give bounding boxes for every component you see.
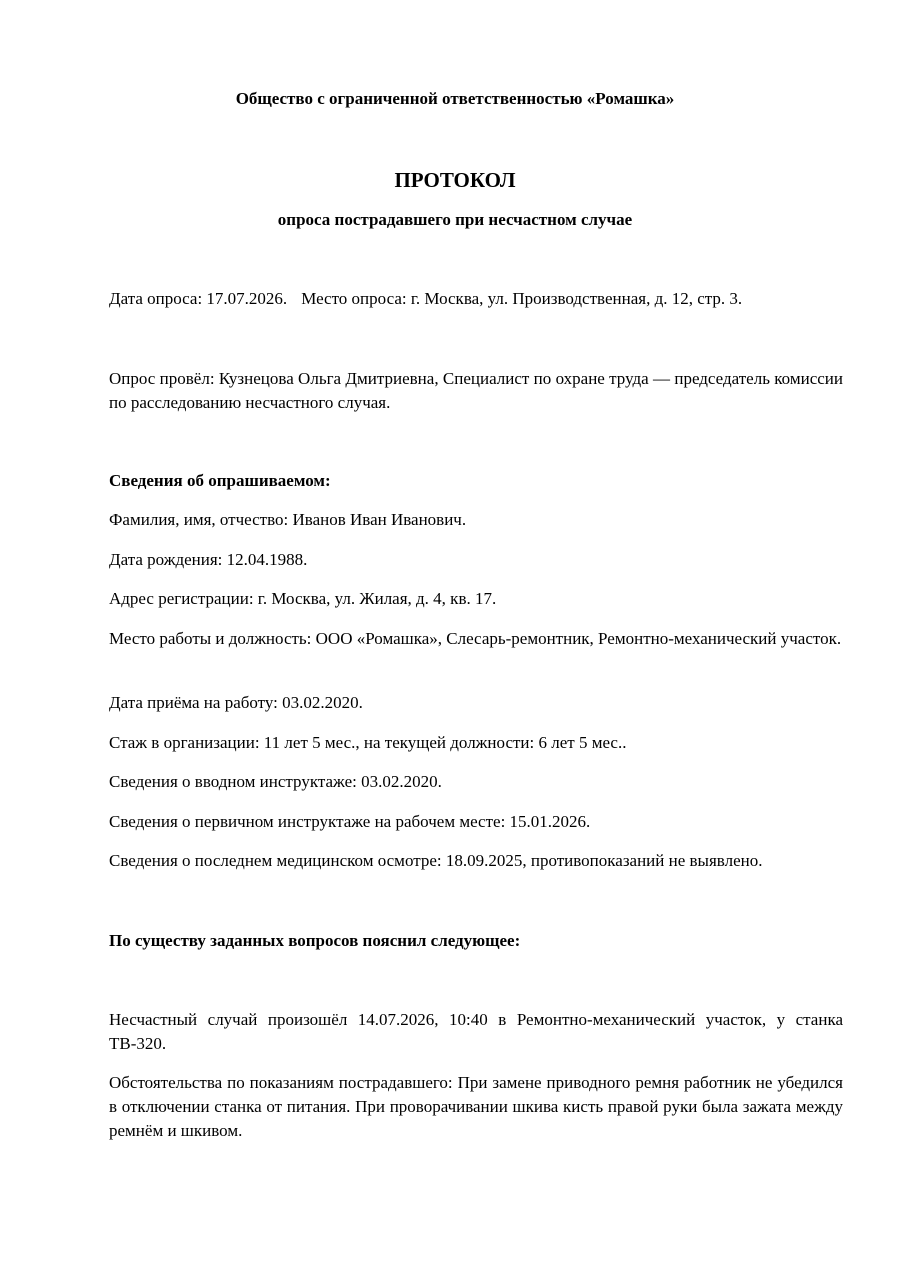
interview-date-place <box>109 287 843 311</box>
person-field-induction-briefing: Сведения о вводном инструктаже: 03.02.2020. <box>109 772 442 791</box>
person-field-medical-exam: Сведения о последнем медицинском осмотре: 18.09.2025, противопоказаний не выявлено. <box>109 851 763 870</box>
explanation-paragraph-accident: Несчастный случай произошёл 14.07.2026, 10:40 в Ремонтно-механический участок, у станка ТВ-320. <box>109 1010 843 1053</box>
person-field-experience: Стаж в организации: 11 лет 5 мес., на текущей должности: 6 лет 5 мес.. <box>109 733 627 752</box>
document-title: ПРОТОКОЛ <box>394 168 516 192</box>
interview-date: Дата опроса: 17.07.2026. <box>109 289 288 308</box>
person-field-workplace: Место работы и должность: ООО «Ромашка», Слесарь-ремонтник, Ремонтно-механический участок. <box>109 629 842 648</box>
person-section-heading: Сведения об опрашиваемом: <box>109 471 331 490</box>
explanation-section-heading: По существу заданных вопросов пояснил следующее: <box>109 931 521 950</box>
person-field-birthdate: Дата рождения: 12.04.1988. <box>109 550 308 569</box>
interview-place: Место опроса: г. Москва, ул. Производственная, д. 12, стр. 3. <box>301 289 743 308</box>
person-field-workplace-briefing: Сведения о первичном инструктаже на рабочем месте: 15.01.2026. <box>109 812 591 831</box>
person-field-name: Фамилия, имя, отчество: Иванов Иван Иванович. <box>109 510 467 529</box>
person-field-hire-date: Дата приёма на работу: 03.02.2020. <box>109 693 363 712</box>
person-field-address: Адрес регистрации: г. Москва, ул. Жилая, д. 4, кв. 17. <box>109 589 497 608</box>
interviewer-info: Опрос провёл: Кузнецова Ольга Дмитриевна, Специалист по охране труда — председатель комиссии по расследованию несчастного случая. <box>109 369 843 412</box>
document-subtitle: опроса пострадавшего при несчастном случае <box>277 210 633 229</box>
explanation-paragraph-circumstances: Обстоятельства по показаниям пострадавшего: При замене приводного ремня работник не убедился в отключении станка от питания. При проворачивании шкива кисть правой руки была зажата между ремнём и шкивом. <box>109 1073 843 1140</box>
organization-name: Общество с ограниченной ответственностью «Ромашка» <box>235 89 675 108</box>
